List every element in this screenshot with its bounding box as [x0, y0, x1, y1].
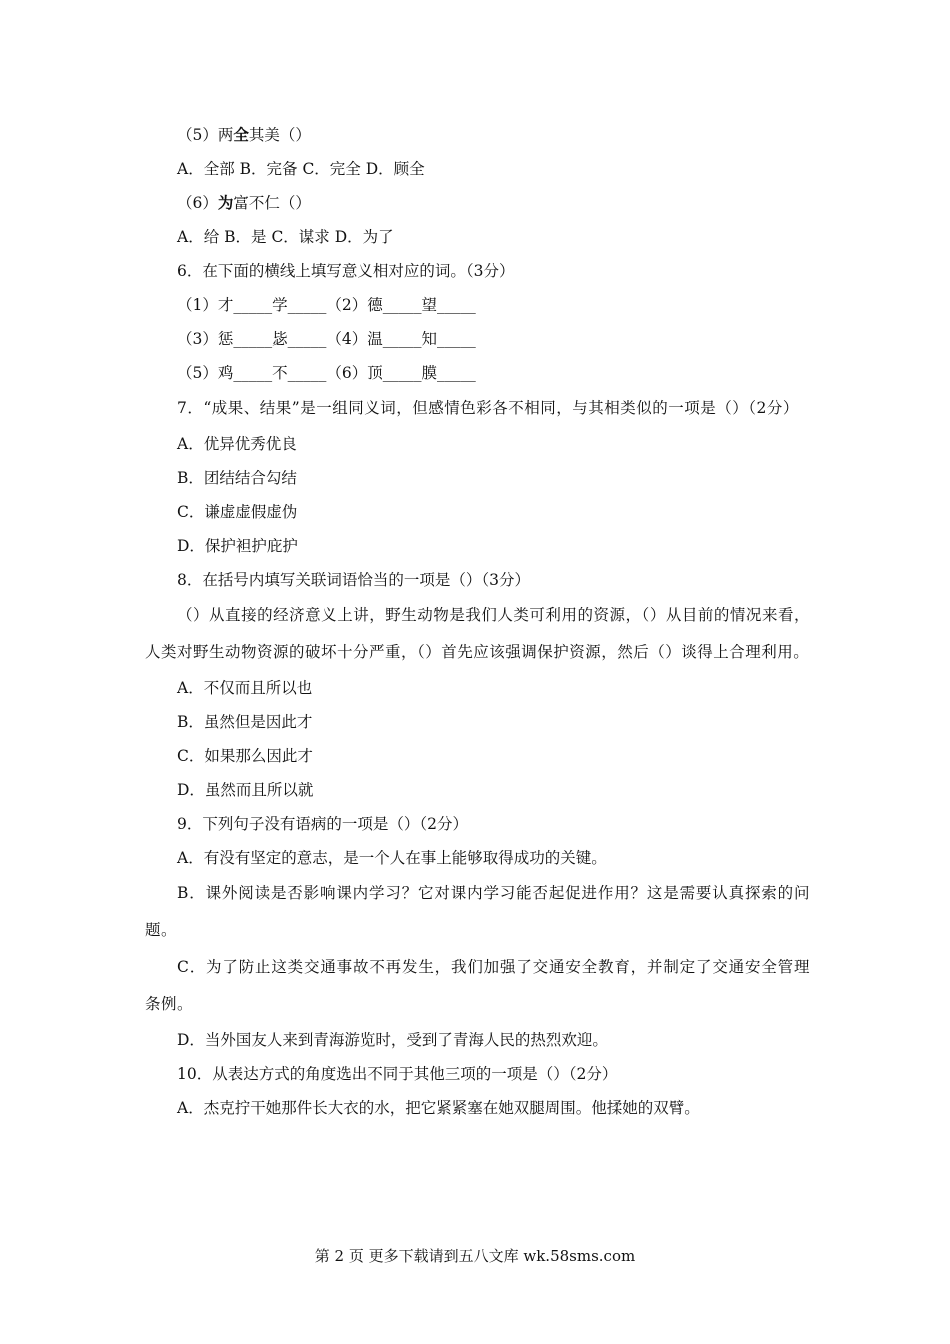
question-6-row-2: （3）惩_____毖_____（4）温_____知_____: [177, 330, 476, 348]
key-character: 为: [217, 193, 234, 212]
question-8-option-b: B．虽然但是因此才: [177, 713, 313, 731]
question-10-stem: 10．从表达方式的角度选出不同于其他三项的一项是（）（2分）: [177, 1065, 618, 1083]
question-9-stem: 9．下列句子没有语病的一项是（）（2分）: [177, 815, 468, 833]
document-body: [145, 118, 810, 1125]
question-7-option-b: B．团结结合勾结: [177, 469, 297, 487]
question-9-option-d: D．当外国友人来到青海游览时，受到了青海人民的热烈欢迎。: [177, 1031, 608, 1049]
question-7-option-d: D．保护袒护庇护: [177, 537, 298, 555]
page-footer: 第 2 页 更多下载请到五八文库 wk.58sms.com: [314, 1247, 636, 1265]
question-7-stem: 7．“成果、结果”是一组同义词，但感情色彩各不相同，与其相类似的一项是（）（2分）: [177, 399, 799, 417]
question-8-option-d: D．虽然而且所以就: [177, 781, 314, 799]
question-5-item-5-options: A．全部 B．完备 C．完全 D．顾全: [177, 160, 425, 178]
question-8-option-a: A．不仅而且所以也: [177, 679, 313, 697]
question-5-item-6: （6）为富不仁（）: [177, 193, 311, 212]
question-8-option-c: C．如果那么因此才: [177, 747, 313, 765]
question-5-item-5: （5）两全其美（）: [177, 125, 311, 144]
question-5-item-6-options: A．给 B．是 C．谋求 D．为了: [177, 228, 394, 246]
question-9-option-c: C．为了防止这类交通事故不再发生，我们加强了交通安全教育，并制定了交通安全管理条例。: [145, 958, 810, 1013]
question-6-stem: 6．在下面的横线上填写意义相对应的词。（3分）: [177, 262, 515, 280]
question-10-option-a: A．杰克拧干她那件长大衣的水，把它紧紧塞在她双腿周围。他揉她的双臂。: [177, 1099, 700, 1117]
question-6-row-3: （5）鸡_____不_____（6）顶_____膜_____: [177, 364, 476, 382]
question-7-option-a: A．优异优秀优良: [177, 435, 297, 453]
question-9-option-b: B．课外阅读是否影响课内学习？它对课内学习能否起促进作用？这是需要认真探索的问题。: [145, 884, 810, 939]
question-6-row-1: （1）才_____学_____（2）德_____望_____: [177, 296, 476, 314]
question-7-option-c: C．谦虚虚假虚伪: [177, 503, 298, 521]
question-8-stem: 8．在括号内填写关联词语恰当的一项是（）（3分）: [177, 571, 530, 589]
question-9-option-a: A．有没有坚定的意志，是一个人在事上能够取得成功的关键。: [177, 849, 607, 867]
question-8-passage: （）从直接的经济意义上讲，野生动物是我们人类可利用的资源，（）从目前的情况来看，人类对野生动物资源的破坏十分严重，（）首先应该强调保护资源，然后（）谈得上合理利用。: [145, 606, 810, 661]
key-character: 全: [233, 125, 249, 144]
